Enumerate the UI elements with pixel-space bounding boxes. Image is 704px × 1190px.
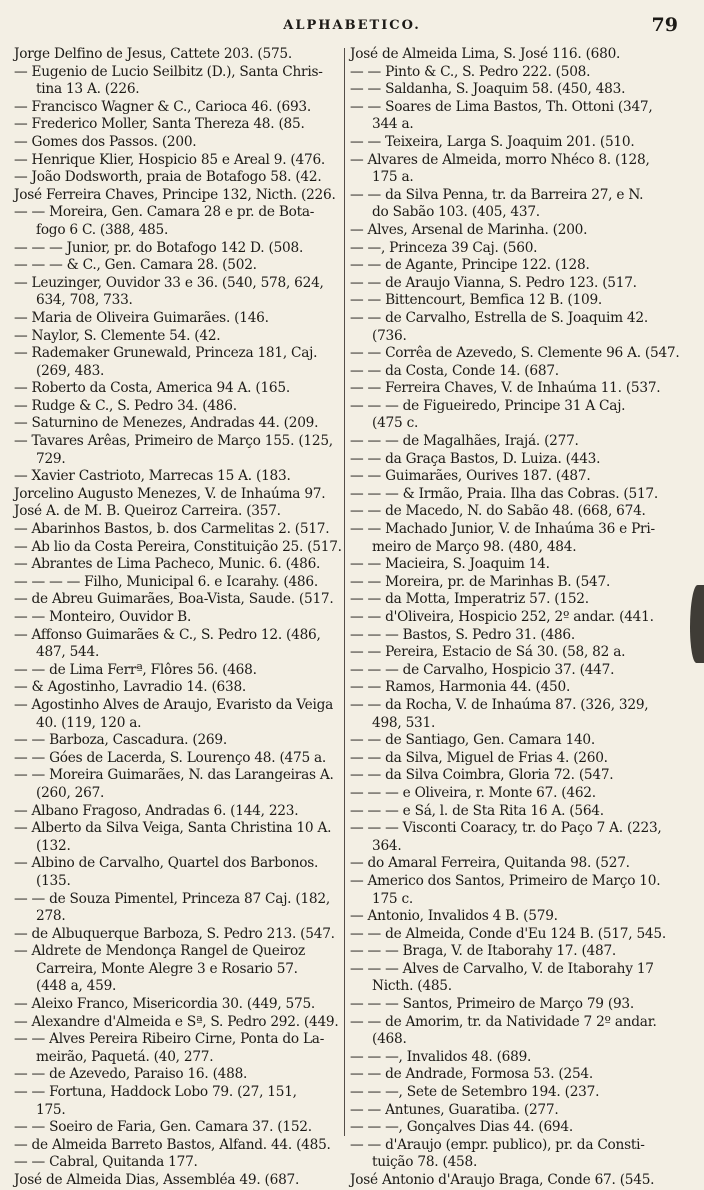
directory-entry-line: — Gomes dos Passos. (200. [14, 133, 197, 150]
directory-entry-line: — Aleixo Franco, Misericordia 30. (449, 575. [14, 996, 316, 1013]
directory-entry-line: meiro de Março 98. (480, 484. [372, 538, 577, 555]
directory-entry-line: meirão, Paquetá. (40, 277. [36, 1048, 214, 1065]
directory-entry-line: — Saturnino de Menezes, Andradas 44. (209. [14, 415, 319, 432]
directory-entry-line: 175 a. [372, 169, 414, 186]
directory-entry-line: (468. [372, 1031, 407, 1048]
directory-entry-line: (475 c. [372, 415, 419, 432]
directory-entry-line: Nicth. (485. [372, 978, 452, 995]
directory-entry-line: — Frederico Moller, Santa Thereza 48. (85. [14, 116, 305, 133]
directory-entry-line: — — Guimarães, Ourives 187. (487. [350, 468, 591, 485]
directory-entry-line: — Aldrete de Mendonça Rangel de Queiroz [14, 943, 305, 960]
directory-entry-line: 344 a. [372, 116, 414, 133]
directory-entry-line: — — da Rocha, V. de Inhaúma 87. (326, 329, [350, 696, 649, 713]
directory-entry-line: — Rudge & C., S. Pedro 34. (486. [14, 397, 237, 414]
directory-entry-line: — Alvares de Almeida, morro Nhéco 8. (128, [350, 151, 650, 168]
directory-entry-line: 487, 544. [36, 644, 100, 661]
directory-entry-line: (260, 267. [36, 784, 105, 801]
directory-entry-line: — — Ramos, Harmonia 44. (450. [350, 679, 571, 696]
directory-entry-line: — — — Braga, V. de Itaborahy 17. (487. [350, 943, 617, 960]
directory-entry-line: (448 a, 459. [36, 978, 117, 995]
directory-entry-line: — — Pereira, Estacio de Sá 30. (58, 82 a. [350, 644, 626, 661]
directory-entry-line: — do Amaral Ferreira, Quitanda 98. (527. [350, 855, 630, 872]
directory-entry-line: — Naylor, S. Clemente 54. (42. [14, 327, 221, 344]
directory-entry-line: — — d'Oliveira, Hospicio 252, 2º andar. (441. [350, 609, 654, 625]
directory-entry-line: — — de Lima Ferrª, Flôres 56. (468. [14, 661, 257, 678]
directory-entry-line: 634, 708, 733. [36, 292, 133, 309]
directory-entry-line: — Agostinho Alves de Araujo, Evaristo da Veiga [14, 696, 334, 713]
directory-entry-line: — Tavares Arêas, Primeiro de Março 155. (125, [14, 433, 333, 450]
directory-entry-line: — — Pinto & C., S. Pedro 222. (508. [350, 63, 591, 80]
page-number: 79 [651, 14, 678, 36]
directory-entry-line: — — — Bastos, S. Pedro 31. (486. [350, 626, 575, 643]
directory-entry-line: — — —, Invalidos 48. (689. [350, 1048, 532, 1065]
directory-entry-line: — — Alves Pereira Ribeiro Cirne, Ponta do La- [14, 1031, 325, 1048]
directory-entry-line: — — de Azevedo, Paraiso 16. (488. [14, 1066, 248, 1083]
directory-entry-line: — Alves, Arsenal de Marinha. (200. [350, 221, 588, 238]
directory-entry-line: — Antonio, Invalidos 4 B. (579. [350, 908, 558, 925]
directory-entry-line: — Abarinhos Bastos, b. dos Carmelitas 2. (517. [14, 521, 330, 538]
directory-entry-line: — & Agostinho, Lavradio 14. (638. [14, 679, 247, 696]
directory-entry-line: — — da Silva Coimbra, Gloria 72. (547. [350, 767, 614, 784]
directory-entry-line: — — — de Carvalho, Hospicio 37. (447. [350, 661, 615, 678]
directory-entry-line: — — da Costa, Conde 14. (687. [350, 362, 559, 379]
directory-entry-line: — — —, Sete de Setembro 194. (237. [350, 1084, 600, 1101]
directory-entry-line: — —, Princeza 39 Caj. (560. [350, 239, 538, 256]
directory-entry-line: 175. [36, 1101, 66, 1118]
directory-entry-line: — de Almeida Barreto Bastos, Alfand. 44. (485. [14, 1136, 331, 1153]
directory-entry-line: — — de Araujo Vianna, S. Pedro 123. (517. [350, 274, 637, 291]
left-column [14, 46, 342, 1188]
directory-entry-line: José de Almeida Dias, Assembléa 49. (687. [14, 1172, 300, 1188]
directory-entry-line: — — da Graça Bastos, D. Luiza. (443. [350, 450, 601, 467]
directory-entry-line: — — Monteiro, Ouvidor B. [14, 609, 192, 625]
directory-entry-line: — — de Santiago, Gen. Camara 140. [350, 732, 595, 749]
directory-entry-line: — Leuzinger, Ouvidor 33 e 36. (540, 578, 624, [14, 274, 324, 291]
directory-entry-line: — Albino de Carvalho, Quartel dos Barbonos. [14, 855, 319, 872]
directory-entry-line: — — Moreira, pr. de Marinhas B. (547. [350, 573, 611, 590]
directory-entry-line: — Maria de Oliveira Guimarães. (146. [14, 309, 269, 326]
directory-entry-line: Carreira, Monte Alegre 3 e Rosario 57. [36, 960, 298, 977]
directory-entry-line: — Alberto da Silva Veiga, Santa Christina 10 A. [14, 820, 332, 837]
directory-entry-line: — Affonso Guimarães & C., S. Pedro 12. (486, [14, 626, 321, 643]
directory-entry-line: — — Ferreira Chaves, V. de Inhaúma 11. (537. [350, 380, 661, 397]
directory-entry-line: fogo 6 C. (388, 485. [36, 221, 169, 238]
directory-entry-line: 364. [372, 837, 402, 854]
directory-entry-line: — — Macieira, S. Joaquim 14. [350, 556, 550, 573]
directory-entry-line: — — — Alves de Carvalho, V. de Itaborahy 17 [350, 960, 654, 977]
directory-entry-line: — — — de Magalhães, Irajá. (277. [350, 433, 579, 450]
directory-entry-line: José A. de M. B. Queiroz Carreira. (357. [14, 503, 281, 520]
directory-entry-line: — — de Amorim, tr. da Natividade 7 2º andar. [350, 1013, 657, 1030]
directory-entry-line: — Ab lio da Costa Pereira, Constituição 25. (517. [14, 538, 342, 555]
page-title: ALPHABETICO. [283, 18, 421, 33]
directory-entry-line: — — — & C., Gen. Camara 28. (502. [14, 257, 257, 274]
directory-entry-line: — — Corrêa de Azevedo, S. Clemente 96 A. (547. [350, 345, 680, 362]
directory-entry-line: — — Bittencourt, Bemfica 12 B. (109. [350, 292, 602, 309]
directory-entry-line: — de Abreu Guimarães, Boa-Vista, Saude. (517. [14, 591, 334, 608]
directory-entry-line: — — de Souza Pimentel, Princeza 87 Caj. (182, [14, 890, 330, 907]
ink-blot [690, 585, 704, 663]
column-divider [344, 48, 345, 1136]
directory-entry-line: — Francisco Wagner & C., Carioca 46. (693. [14, 98, 311, 115]
directory-entry-line: Jorge Delfino de Jesus, Cattete 203. (575. [14, 46, 292, 62]
directory-entry-line: — — Góes de Lacerda, S. Lourenço 48. (475 a. [14, 749, 327, 766]
directory-entry-line: — — — Visconti Coaracy, tr. do Paço 7 A. (223, [350, 820, 662, 837]
directory-entry-line: — — d'Araujo (empr. publico), pr. da Consti- [350, 1136, 645, 1153]
directory-entry-line: — — Saldanha, S. Joaquim 58. (450, 483. [350, 81, 626, 98]
directory-entry-line: — Rademaker Grunewald, Princeza 181, Caj. [14, 345, 318, 362]
directory-entry-line: 729. [36, 450, 66, 467]
directory-entry-line: — — Moreira Guimarães, N. das Larangeiras A. [14, 767, 334, 784]
directory-entry-line: — Alexandre d'Almeida e Sª, S. Pedro 292. (449. [14, 1013, 339, 1030]
directory-entry-line: — — — Santos, Primeiro de Março 79 (93. [350, 996, 634, 1013]
directory-entry-line: 40. (119, 120 a. [36, 714, 142, 731]
directory-entry-line: — Americo dos Santos, Primeiro de Março 10. [350, 872, 661, 889]
directory-entry-line: — Albano Fragoso, Andradas 6. (144, 223. [14, 802, 299, 819]
directory-entry-line: — — da Silva Penna, tr. da Barreira 27, e N. [350, 186, 644, 203]
page-header [0, 14, 704, 40]
right-column [350, 46, 680, 1188]
directory-entry-line: — — — de Figueiredo, Principe 31 A Caj. [350, 397, 626, 414]
directory-entry-line: — — — e Sá, l. de Sta Rita 16 A. (564. [350, 802, 604, 819]
directory-entry-line: — — da Motta, Imperatriz 57. (152. [350, 591, 589, 608]
directory-entry-line: — — Moreira, Gen. Camara 28 e pr. de Bota- [14, 204, 315, 221]
directory-entry-line: — — — — Filho, Municipal 6. e Icarahy. (486. [14, 573, 318, 590]
directory-entry-line: — — —, Gonçalves Dias 44. (694. [350, 1119, 573, 1136]
directory-entry-line: 175 c. [372, 890, 413, 907]
directory-entry-line: — — Antunes, Guaratiba. (277. [350, 1101, 559, 1118]
directory-entry-line: — — de Agante, Principe 122. (128. [350, 257, 590, 274]
directory-entry-line: — — Cabral, Quitanda 177. [14, 1154, 198, 1171]
directory-entry-line: tina 13 A. (226. [36, 81, 140, 98]
directory-entry-line: do Sabão 103. (405, 437. [372, 204, 540, 221]
directory-entry-line: (736. [372, 327, 407, 344]
directory-entry-line: — — da Silva, Miguel de Frias 4. (260. [350, 749, 608, 766]
directory-entry-line: — — — e Oliveira, r. Monte 67. (462. [350, 784, 596, 801]
directory-entry-line: 498, 531. [372, 714, 436, 731]
directory-entry-line: José de Almeida Lima, S. José 116. (680. [350, 46, 621, 62]
directory-entry-line: — — Soeiro de Faria, Gen. Camara 37. (152. [14, 1119, 312, 1136]
directory-entry-line: Jorcelino Augusto Menezes, V. de Inhaúma 97. [14, 485, 326, 502]
directory-entry-line: — — Teixeira, Larga S. Joaquim 201. (510. [350, 133, 635, 150]
directory-entry-line: — Eugenio de Lucio Seilbitz (D.), Santa Chris- [14, 63, 323, 80]
directory-entry-line: — — — & Irmão, Praia. Ilha das Cobras. (517. [350, 485, 658, 502]
directory-entry-line: (132. [36, 837, 71, 854]
directory-entry-line: — de Albuquerque Barboza, S. Pedro 213. (547. [14, 925, 335, 942]
directory-entry-line: José Ferreira Chaves, Principe 132, Nicth. (226. [14, 186, 336, 203]
directory-entry-line: — — de Andrade, Formosa 53. (254. [350, 1066, 593, 1083]
directory-entry-line: — — Machado Junior, V. de Inhaúma 36 e Pri- [350, 521, 655, 538]
directory-entry-line: — — — Junior, pr. do Botafogo 142 D. (508. [14, 239, 304, 256]
directory-entry-line: — Xavier Castrioto, Marrecas 15 A. (183. [14, 468, 291, 485]
directory-entry-line: — — Barboza, Cascadura. (269. [14, 732, 227, 749]
directory-entry-line: — — Soares de Lima Bastos, Th. Ottoni (347, [350, 98, 653, 115]
directory-entry-line: — Abrantes de Lima Pacheco, Munic. 6. (486. [14, 556, 321, 573]
directory-entry-line: (135. [36, 872, 71, 889]
directory-entry-line: 278. [36, 908, 66, 925]
directory-entry-line: José Antonio d'Araujo Braga, Conde 67. (545. [350, 1172, 655, 1188]
directory-entry-line: — — Fortuna, Haddock Lobo 79. (27, 151, [14, 1084, 297, 1101]
directory-entry-line: — João Dodsworth, praia de Botafogo 58. (42. [14, 169, 322, 186]
directory-entry-line: — — de Macedo, N. do Sabão 48. (668, 674. [350, 503, 646, 520]
directory-entry-line: — — de Carvalho, Estrella de S. Joaquim 42. [350, 309, 648, 326]
directory-entry-line: — — de Almeida, Conde d'Eu 124 B. (517, 545. [350, 925, 666, 942]
directory-entry-line: tuição 78. (458. [372, 1154, 478, 1171]
directory-entry-line: — Henrique Klier, Hospicio 85 e Areal 9. (476. [14, 151, 325, 168]
directory-entry-line: — Roberto da Costa, America 94 A. (165. [14, 380, 290, 397]
directory-entry-line: (269, 483. [36, 362, 105, 379]
